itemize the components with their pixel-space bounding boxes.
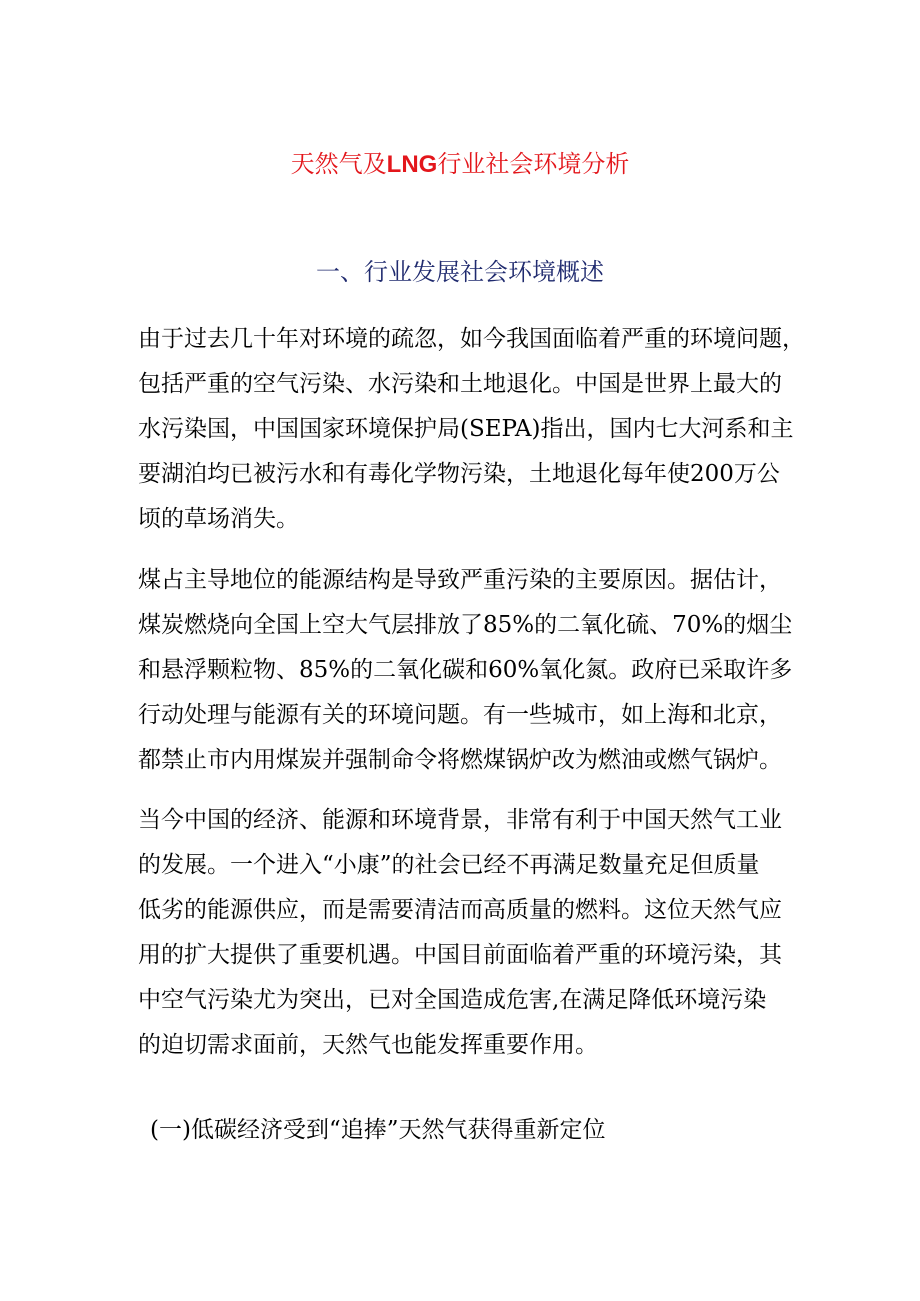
title-text-part1: 天然气及 xyxy=(290,150,387,178)
paragraph-line: 水污染国，中国国家环境保护局(SEPA)指出，国内七大河系和主 xyxy=(138,416,794,442)
paragraph-line: 都禁止市内用煤炭并强制命令将燃煤锅炉改为燃油或燃气锅炉。 xyxy=(138,747,782,773)
document-title xyxy=(0,146,920,183)
paragraph-line: 要湖泊均已被污水和有毒化学物污染，土地退化每年使200万公 xyxy=(138,461,780,487)
paragraph-line: 和悬浮颗粒物、85%的二氧化碳和60%氧化氮。政府已采取许多 xyxy=(138,657,793,683)
paragraph-line: 用的扩大提供了重要机遇。中国目前面临着严重的环境污染，其 xyxy=(138,942,782,968)
section-heading: 一、行业发展社会环境概述 xyxy=(316,258,604,286)
title-text-part3: 行业社会环境分析 xyxy=(437,150,630,178)
paragraph-line: 的迫切需求面前，天然气也能发挥重要作用。 xyxy=(138,1032,598,1058)
paragraph-line: 煤炭燃烧向全国上空大气层排放了85%的二氧化硫、70%的烟尘 xyxy=(138,612,793,638)
paragraph-line: 的发展。一个进入“小康”的社会已经不再满足数量充足但质量 xyxy=(138,852,760,878)
paragraph-1 xyxy=(138,321,805,546)
paragraph-line: 当今中国的经济、能源和环境背景，非常有利于中国天然气工业 xyxy=(138,807,782,833)
paragraph-line: 包括严重的空气污染、水污染和土地退化。中国是世界上最大的 xyxy=(138,371,782,397)
paragraph-line: 低劣的能源供应，而是需要清洁而高质量的燃料。这位天然气应 xyxy=(138,897,782,923)
paragraph-line: 顷的草场消失。 xyxy=(138,506,299,532)
paragraph-line: 行动处理与能源有关的环境问题。有一些城市，如上海和北京， xyxy=(138,702,782,728)
paragraph-line: 煤占主导地位的能源结构是导致严重污染的主要原因。据估计， xyxy=(138,567,782,593)
title-text-lng: LNG xyxy=(386,151,438,178)
paragraph-line: 中空气污染尤为突出，已对全国造成危害,在满足降低环境污染 xyxy=(138,987,767,1013)
paragraph-3 xyxy=(138,802,798,1072)
subsection-heading: (一)低碳经济受到“追捧”天然气获得重新定位 xyxy=(150,1117,606,1143)
paragraph-2 xyxy=(138,562,798,787)
paragraph-line: 由于过去几十年对环境的疏忽，如今我国面临着严重的环境问题， xyxy=(138,326,805,352)
